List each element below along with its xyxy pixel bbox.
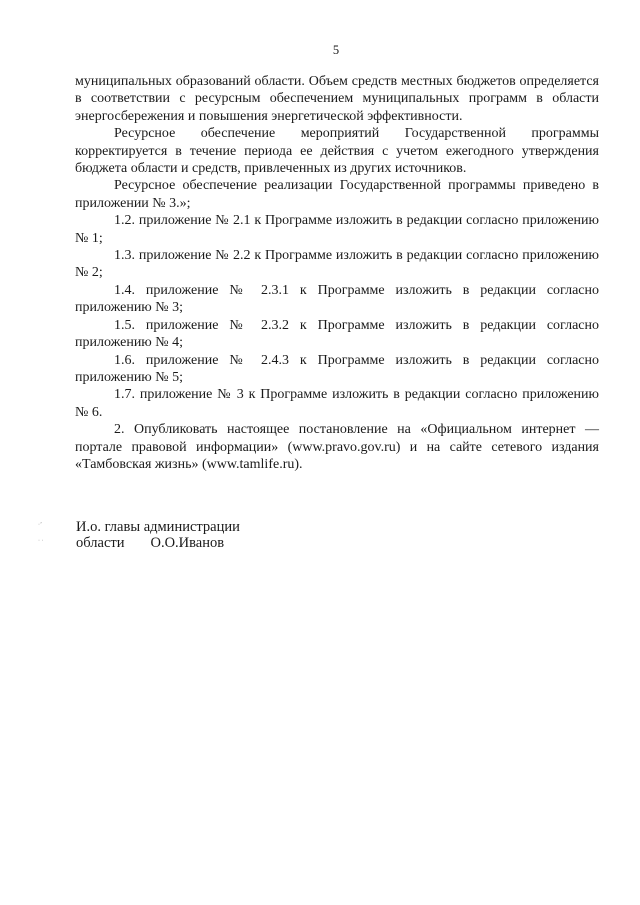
signatory-name: О.О.Иванов <box>150 535 225 551</box>
signatory-line <box>76 535 240 551</box>
list-item: 1.7. приложение № 3 к Программе изложить в редакции согласно приложению № 6. <box>75 387 599 420</box>
list-item: 1.2. приложение № 2.1 к Программе изложить в редакции согласно приложению № 1; <box>75 213 599 246</box>
list-item: 1.5. приложение № 2.3.2 к Программе изложить в редакции согласно приложению № 4; <box>75 317 599 351</box>
signatory-title-cont: области <box>76 535 125 551</box>
signatory-title: И.о. главы администрации <box>76 519 240 535</box>
paragraph: Ресурсное обеспечение мероприятий Государственной программы корректируется в течение периода ее действия с учетом ежегодного утверждения бюджета области и средств, привлеченных из других источников. <box>75 126 599 177</box>
scan-mark: · · <box>38 538 44 544</box>
list-item: 1.4. приложение № 2.3.1 к Программе изложить в редакции согласно приложению № 3; <box>75 282 599 316</box>
list-item: 1.6. приложение № 2.4.3 к Программе изложить в редакции согласно приложению № 5; <box>75 352 599 385</box>
document-body <box>75 73 599 473</box>
list-item: 1.3. приложение № 2.2 к Программе изложить в редакции согласно приложению № 2; <box>75 248 599 281</box>
scan-mark: ·ʼ <box>38 522 42 528</box>
paragraph: Ресурсное обеспечение реализации Государственной программы приведено в приложении № 3.»; <box>75 178 599 211</box>
signature-block <box>76 519 240 551</box>
paragraph: 2. Опубликовать настоящее постановление на «Официальном интернет — портале правовой информации» (www.pravo.gov.ru) и на сайте сетевого издания «Тамбовская жизнь» (www.tamlife.ru). <box>75 422 599 472</box>
paragraph: муниципальных образований области. Объем средств местных бюджетов определяется в соответствии с ресурсным обеспечением муниципальных программ в области энергосбережения и повышения энергетической эффективности. <box>75 74 599 124</box>
page-number: 5 <box>332 43 340 57</box>
